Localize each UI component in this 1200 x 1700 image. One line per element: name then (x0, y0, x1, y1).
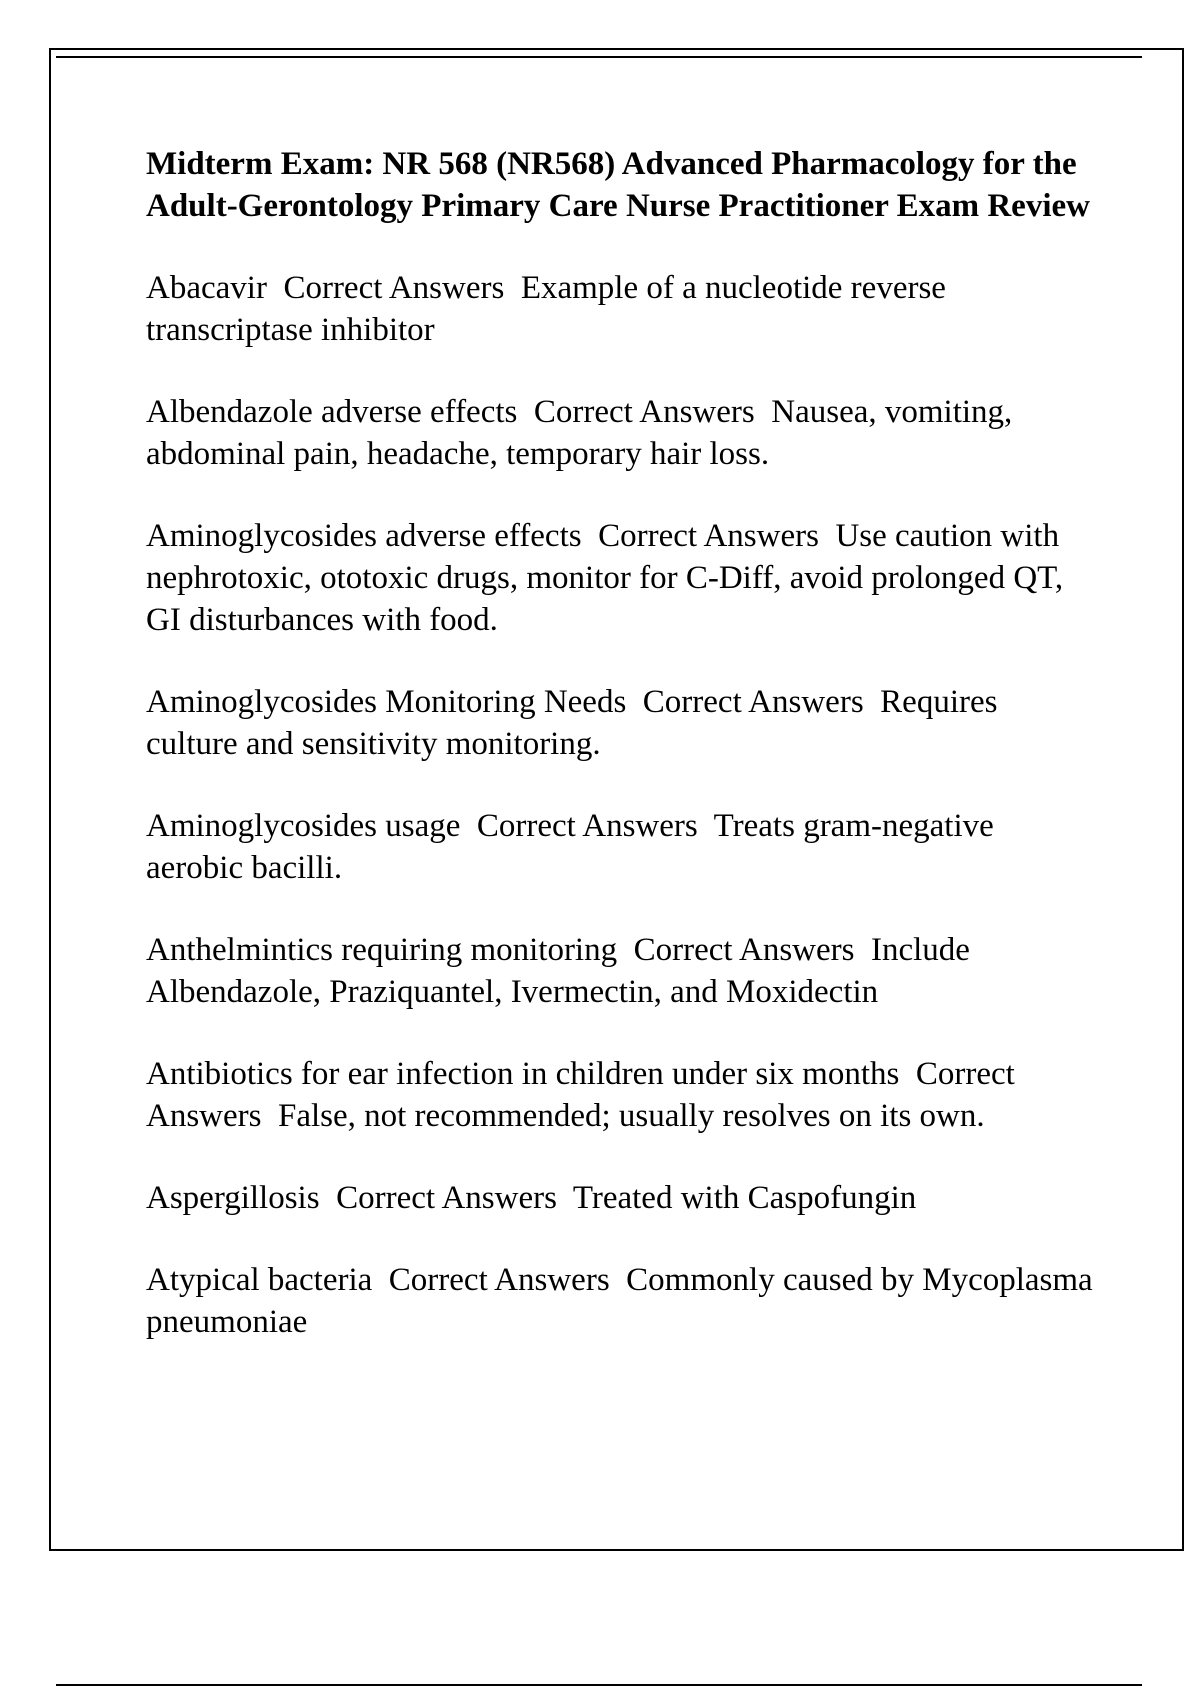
document-body (146, 143, 1101, 1383)
qa-item (146, 805, 1096, 889)
qa-answer: Treats gram-negative aerobic bacilli. (146, 808, 1003, 886)
qa-answer: Example of a nucleotide reverse transcriptase inhibitor (146, 270, 955, 348)
qa-answer: Commonly caused by Mycoplasma pneumoniae (146, 1262, 1101, 1340)
qa-marker: Correct Answers (642, 684, 864, 720)
qa-marker: Correct Answers (633, 932, 855, 968)
qa-answer: Nausea, vomiting, abdominal pain, headache, temporary hair loss. (146, 394, 1021, 472)
qa-term: Aspergillosis (146, 1180, 320, 1216)
qa-term: Aminoglycosides Monitoring Needs (146, 684, 627, 720)
qa-marker: Correct Answers (146, 1056, 1022, 1134)
qa-item (146, 1259, 1101, 1343)
document-title: Midterm Exam: NR 568 (NR568) Advanced Pharmacology for the Adult-Gerontology Primary Care Nurse Practitioner Exam Review (146, 146, 1090, 224)
qa-marker: Correct Answers (283, 270, 505, 306)
qa-term: Anthelmintics requiring monitoring (146, 932, 618, 968)
qa-term: Abacavir (146, 270, 267, 306)
qa-answer: Include Albendazole, Praziquantel, Ivermectin, and Moxidectin (146, 932, 977, 1010)
qa-term: Aminoglycosides usage (146, 808, 461, 844)
qa-answer: Treated with Caspofungin (572, 1180, 917, 1216)
qa-marker: Correct Answers (388, 1262, 610, 1298)
qa-marker: Correct Answers (598, 518, 819, 554)
qa-item (146, 929, 1096, 1013)
qa-answer: Use caution with nephrotoxic, ototoxic drugs, monitor for C-Diff, avoid prolonged QT, GI disturbances with food. (146, 518, 1072, 638)
qa-term: Aminoglycosides adverse effects (146, 518, 582, 554)
qa-answer: Requires culture and sensitivity monitoring. (146, 684, 1006, 762)
qa-term: Albendazole adverse effects (146, 394, 518, 430)
qa-marker: Correct Answers (336, 1180, 557, 1216)
qa-marker: Correct Answers (476, 808, 698, 844)
qa-item (146, 681, 1096, 765)
qa-item (146, 1177, 1096, 1219)
bottom-divider (56, 1684, 1142, 1686)
qa-item (146, 1053, 1096, 1137)
qa-term: Antibiotics for ear infection in children under six months (146, 1056, 900, 1092)
qa-item (146, 515, 1096, 641)
qa-term: Atypical bacteria (146, 1262, 373, 1298)
qa-marker: Correct Answers (533, 394, 755, 430)
qa-answer: False, not recommended; usually resolves on its own. (277, 1098, 985, 1134)
qa-item (146, 391, 1096, 475)
qa-item (146, 267, 1096, 351)
